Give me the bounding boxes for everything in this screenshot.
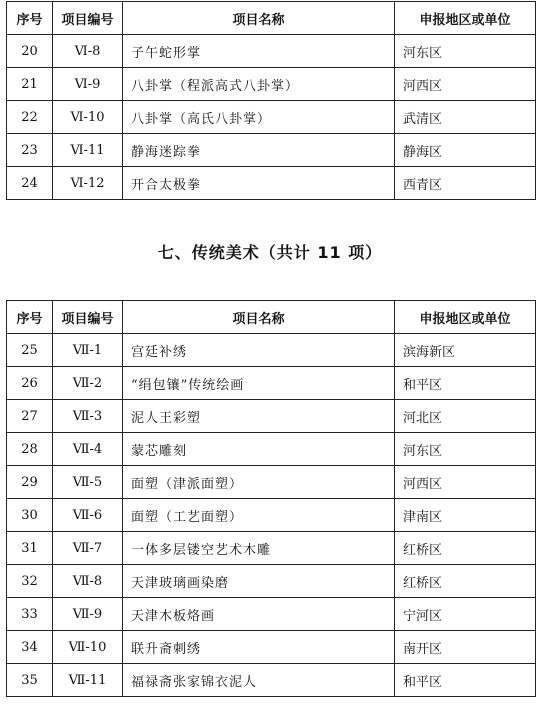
cell-code: Ⅶ-10 [53, 631, 123, 664]
header-area: 申报地区或单位 [395, 2, 536, 35]
cell-name: 静海迷踪拳 [123, 134, 395, 167]
cell-num: 24 [7, 167, 53, 200]
cell-name: 蒙芯雕刻 [123, 433, 395, 466]
heritage-table-2 [6, 300, 536, 697]
cell-code: Ⅵ-12 [53, 167, 123, 200]
cell-name: 面塑（工艺面塑） [123, 499, 395, 532]
cell-code: Ⅵ-10 [53, 101, 123, 134]
table-row [7, 400, 536, 433]
cell-area: 西青区 [395, 167, 536, 200]
cell-area: 滨海新区 [395, 334, 536, 367]
table-row [7, 35, 536, 68]
cell-num: 25 [7, 334, 53, 367]
cell-code: Ⅶ-8 [53, 565, 123, 598]
cell-num: 33 [7, 598, 53, 631]
header-name: 项目名称 [123, 2, 395, 35]
cell-num: 26 [7, 367, 53, 400]
table-row [7, 466, 536, 499]
table-row [7, 101, 536, 134]
cell-code: Ⅶ-2 [53, 367, 123, 400]
table-row [7, 664, 536, 697]
cell-name: “绢包镶”传统绘画 [123, 367, 395, 400]
cell-num: 34 [7, 631, 53, 664]
cell-name: 开合太极拳 [123, 167, 395, 200]
table-row [7, 134, 536, 167]
cell-num: 30 [7, 499, 53, 532]
cell-name: 泥人王彩塑 [123, 400, 395, 433]
cell-code: Ⅶ-3 [53, 400, 123, 433]
cell-num: 35 [7, 664, 53, 697]
table-row [7, 532, 536, 565]
cell-num: 32 [7, 565, 53, 598]
cell-area: 和平区 [395, 367, 536, 400]
cell-code: Ⅶ-7 [53, 532, 123, 565]
cell-code: Ⅵ-9 [53, 68, 123, 101]
table-header-row [7, 301, 536, 334]
table-row [7, 334, 536, 367]
cell-area: 红桥区 [395, 565, 536, 598]
table-row [7, 565, 536, 598]
cell-name: 一体多层镂空艺术木雕 [123, 532, 395, 565]
cell-area: 河西区 [395, 466, 536, 499]
cell-code: Ⅵ-8 [53, 35, 123, 68]
cell-num: 22 [7, 101, 53, 134]
header-num: 序号 [7, 301, 53, 334]
table-row [7, 631, 536, 664]
cell-num: 23 [7, 134, 53, 167]
cell-num: 21 [7, 68, 53, 101]
cell-area: 南开区 [395, 631, 536, 664]
header-code: 项目编号 [53, 2, 123, 35]
table-row [7, 499, 536, 532]
cell-code: Ⅶ-11 [53, 664, 123, 697]
cell-name: 八卦掌（程派高式八卦掌） [123, 68, 395, 101]
cell-name: 宫廷补绣 [123, 334, 395, 367]
cell-name: 八卦掌（高氏八卦掌） [123, 101, 395, 134]
cell-code: Ⅵ-11 [53, 134, 123, 167]
cell-num: 28 [7, 433, 53, 466]
header-area: 申报地区或单位 [395, 301, 536, 334]
table-row [7, 598, 536, 631]
cell-area: 武清区 [395, 101, 536, 134]
cell-code: Ⅶ-1 [53, 334, 123, 367]
table-row [7, 367, 536, 400]
heritage-table-1 [6, 1, 536, 200]
cell-num: 20 [7, 35, 53, 68]
cell-area: 河东区 [395, 35, 536, 68]
cell-area: 宁河区 [395, 598, 536, 631]
table-header-row [7, 2, 536, 35]
header-name: 项目名称 [123, 301, 395, 334]
cell-code: Ⅶ-9 [53, 598, 123, 631]
cell-name: 天津玻璃画染磨 [123, 565, 395, 598]
cell-area: 红桥区 [395, 532, 536, 565]
table-row [7, 167, 536, 200]
cell-name: 面塑（津派面塑） [123, 466, 395, 499]
cell-area: 河北区 [395, 400, 536, 433]
cell-area: 和平区 [395, 664, 536, 697]
cell-area: 河西区 [395, 68, 536, 101]
table-row [7, 433, 536, 466]
cell-area: 河东区 [395, 433, 536, 466]
cell-num: 27 [7, 400, 53, 433]
cell-name: 联升斋刺绣 [123, 631, 395, 664]
cell-area: 津南区 [395, 499, 536, 532]
section-title: 七、传统美术（共计 11 项） [157, 243, 383, 262]
cell-code: Ⅶ-5 [53, 466, 123, 499]
cell-area: 静海区 [395, 134, 536, 167]
header-code: 项目编号 [53, 301, 123, 334]
cell-name: 福禄斋张家锦衣泥人 [123, 664, 395, 697]
cell-code: Ⅶ-6 [53, 499, 123, 532]
cell-name: 子午蛇形掌 [123, 35, 395, 68]
header-num: 序号 [7, 2, 53, 35]
cell-num: 29 [7, 466, 53, 499]
cell-name: 天津木板烙画 [123, 598, 395, 631]
table-row [7, 68, 536, 101]
cell-num: 31 [7, 532, 53, 565]
cell-code: Ⅶ-4 [53, 433, 123, 466]
